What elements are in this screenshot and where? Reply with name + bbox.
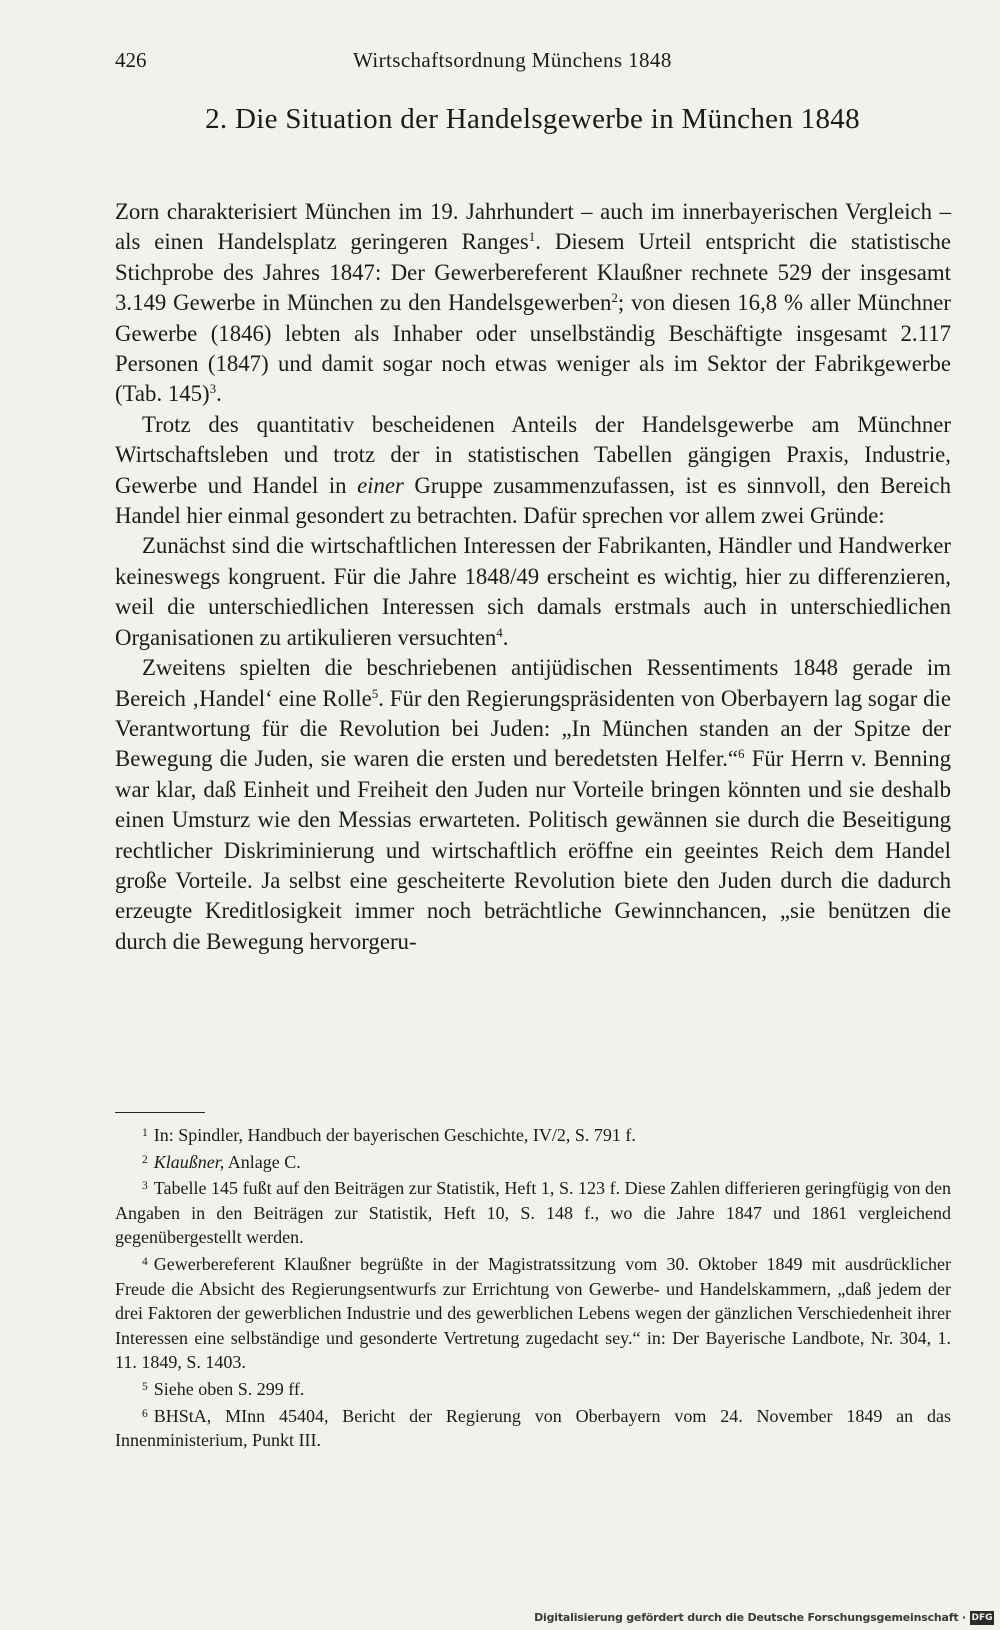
chapter-title: 2. Die Situation der Handelsgewerbe in München 1848 bbox=[205, 103, 860, 135]
footnote-ref-1: 1 bbox=[528, 229, 536, 245]
footnote-mark: 3 bbox=[142, 1180, 148, 1193]
text-run: Zorn charakterisiert München im 19. Jahrhundert – auch im innerbayerischen Vergleich – als einen Handelsplatz geringeren Ranges bbox=[115, 199, 951, 255]
footnote-5 bbox=[115, 1375, 951, 1402]
text-run: Zweitens spielten die beschriebenen antijüdischen Ressentiments 1848 gerade im Bereich ‚Handel‘ eine Rolle bbox=[115, 655, 951, 711]
text-run: ; von diesen 16,8 % aller Münchner Gewerbe (1846) lebten als Inhaber oder unselbständig Beschäftigte insgesamt 2.117 Personen (1847) und damit sogar noch etwas weniger als im Sektor der Fabrikgewerbe (Tab. 145) bbox=[115, 290, 951, 407]
text-run: . Diesem Urteil entspricht die statistische Stichprobe des Jahres 1847: Der Gewerbereferent Klaußner rechnete 529 der insgesamt 3.149 Gewerbe in München zu den Handelsgewerben bbox=[115, 229, 951, 316]
footnote-ref-4: 4 bbox=[496, 624, 503, 640]
footnote-mark: 4 bbox=[142, 1255, 148, 1268]
footnote-text: Gewerbereferent Klaußner begrüßte in der Magistratssitzung vom 30. Oktober 1849 mit ausdrücklicher Freude die Absicht des Regierungsentwurfs zur Errichtung von Gewerbe- und Handelskammern, „daß jedem der drei Faktoren der gewerblichen Industrie und des gewerblichen Lebens wegen der gänzlichen Verschiedenheit ihrer Interessen eine selbständige und gesonderte Vertretung zugedacht sey.“ in: Der Bayerische Landbote, Nr. 304, 1. 11. 1849, S. 1403. bbox=[115, 1253, 951, 1373]
text-run: Für Herrn v. Benning war klar, daß Einheit und Freiheit den Juden nur Vorteile bringen könnten und sie deshalb einen Umsturz wie den Messias erwarteten. Politisch gewännen sie durch die Beseitigung rechtlicher Diskriminierung und wirtschaftlich eröffne ein geeintes Reich dem Handel große Vorteile. Ja selbst eine gescheiterte Revolution biete den Juden durch die dadurch erzeugte Kreditlosigkeit immer noch beträchtliche Gewinnchancen, „sie benützen die durch die Bewegung hervorgeru- bbox=[115, 746, 951, 954]
footnote-4 bbox=[115, 1250, 951, 1375]
footnote-mark: 2 bbox=[142, 1153, 148, 1166]
text-run: . bbox=[502, 624, 509, 650]
dfg-logo: DFG bbox=[971, 1613, 993, 1623]
footnote-mark: 5 bbox=[142, 1380, 148, 1393]
footnote-3 bbox=[115, 1174, 951, 1250]
paragraph-2 bbox=[115, 410, 951, 532]
text-run: Zunächst sind die wirtschaftlichen Interessen der Fabrikanten, Händler und Handwerker keineswegs kongruent. Für die Jahre 1848/49 erscheint es wichtig, hier zu differenzieren, weil die unterschiedlichen Interessen sich damals erstmals auch in unterschiedlichen Organisationen zu artikulieren versuchten bbox=[115, 533, 951, 650]
page-number: 426 bbox=[115, 48, 147, 72]
footnote-6 bbox=[115, 1402, 951, 1453]
footnote-mark: 1 bbox=[142, 1127, 148, 1139]
footnote-ref-5: 5 bbox=[371, 685, 379, 701]
footnote-mark: 6 bbox=[142, 1407, 148, 1420]
text-run: Trotz des quantitativ bescheidenen Anteils der Handelsgewerbe am Münchner Wirtschaftsleben und trotz der in statistischen Tabellen gängigen Praxis, Industrie, Gewerbe und Handel in bbox=[115, 411, 951, 498]
text-run: . bbox=[216, 381, 222, 407]
text-run: Gruppe zusammenzufassen, ist es sinnvoll, den Bereich Handel hier einmal gesondert zu betrachten. Dafür sprechen vor allem zwei Gründe: bbox=[115, 472, 951, 529]
paragraph-1 bbox=[115, 197, 951, 410]
paragraph-3 bbox=[115, 531, 951, 653]
footnote-divider bbox=[115, 1112, 205, 1113]
page-header bbox=[115, 48, 950, 82]
body-text bbox=[115, 197, 951, 957]
footnote-text: BHStA, MInn 45404, Bericht der Regierung von Oberbayern vom 24. November 1849 an das Innenministerium, Punkt III. bbox=[115, 1405, 951, 1451]
footnote-ref-2: 2 bbox=[611, 290, 618, 306]
footnote-text: Anlage C. bbox=[224, 1151, 301, 1172]
digitization-note: Digitalisierung gefördert durch die Deutsche Forschungsgemeinschaft · bbox=[534, 1611, 966, 1624]
footnote-text: Siehe oben S. 299 ff. bbox=[153, 1378, 305, 1399]
footnote-ref-3: 3 bbox=[209, 381, 217, 397]
footnote-text: In: Spindler, Handbuch der bayerischen Geschichte, IV/2, S. 791 f. bbox=[153, 1125, 636, 1145]
footnote-text: Tabelle 145 fußt auf den Beiträgen zur Statistik, Heft 1, S. 123 f. Diese Zahlen differieren geringfügig von den Angaben in den Beiträgen zur Statistik, Heft 10, S. 148 f., wo die Jahre 1847 und 1861 vergleichend gegenübergestellt werden. bbox=[115, 1178, 951, 1248]
footnote-2 bbox=[115, 1148, 951, 1175]
paragraph-4 bbox=[115, 653, 951, 957]
footnote-author: Klaußner, bbox=[153, 1151, 225, 1172]
footnotes bbox=[115, 1121, 951, 1453]
text-run: . Für den Regierungspräsidenten von Oberbayern lag sogar die Verantwortung für die Revolution bei Juden: „In München standen an der Spitze der Bewegung die Juden, sie waren die ersten und beredetsten Helfer.“ bbox=[115, 685, 951, 772]
footnote-ref-6: 6 bbox=[738, 746, 745, 762]
emphasis: einer bbox=[357, 472, 404, 498]
running-head: Wirtschaftsordnung Münchens 1848 bbox=[353, 48, 672, 72]
footnote-1 bbox=[115, 1121, 951, 1148]
